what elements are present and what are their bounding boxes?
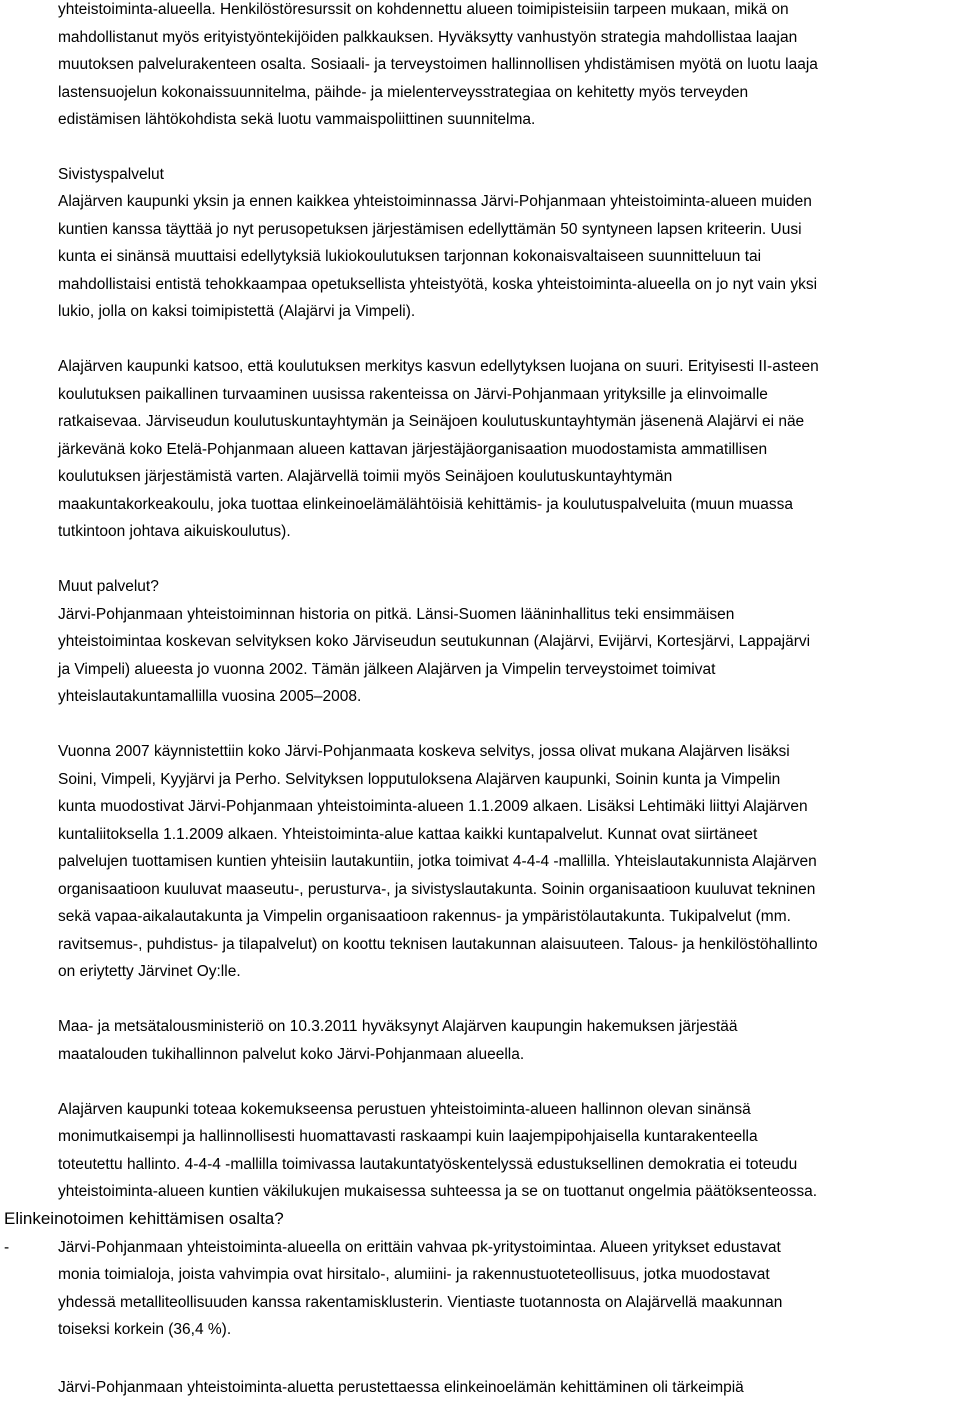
text-line: kuntaliitoksella 1.1.2009 alkaen. Yhteistoiminta-alue kattaa kaikki kuntapalvelut. Kunnat ovat siirtäneet — [58, 826, 758, 843]
text-line: Alajärven kaupunki katsoo, että koulutuksen merkitys kasvun edellytyksen luojana on suuri. Erityisesti II-asteen — [58, 358, 819, 375]
text-line: Alajärven kaupunki toteaa kokemukseensa perustuen yhteistoiminta-alueen hallinnon olevan sinänsä — [58, 1101, 751, 1118]
text-line: monia toimialoja, joista vahvimpia ovat hirsitalo-, alumiini- ja rakennustuoteteollisuus, jotka muodostavat — [58, 1266, 770, 1283]
text-line: Järvi-Pohjanmaan yhteistoiminta-aluetta perustettaessa elinkeinoelämän kehittäminen oli tärkeimpiä — [58, 1379, 744, 1396]
text-line: maakuntakorkeakoulu, joka tuottaa elinkeinoelämälähtöisiä kehittämis- ja koulutuspalveluita (muun muassa — [58, 496, 793, 513]
text-line: kuntien kanssa täyttää jo nyt perusopetuksen järjestämisen edellyttämän 50 syntyneen lapsen kriteerin. Uusi — [58, 221, 802, 238]
text-line: mahdollistanut myös erityistyöntekijöiden palkkauksen. Hyväksytty vanhustyön strategia mahdollistaa laajan — [58, 29, 798, 46]
text-line: edistämisen lähtökohdista sekä luotu vammaispoliittinen suunnitelma. — [58, 111, 536, 128]
text-line: mahdollistaisi entistä tehokkaampaa opetuksellista yhteistyötä, koska yhteistoiminta-alueella on jo nyt vain yksi — [58, 276, 818, 293]
section-heading: Muut palvelut? — [58, 578, 159, 595]
section-heading-elinkeino: Elinkeinotoimen kehittämisen osalta? — [4, 1209, 284, 1228]
text-line: ravitsemus-, puhdistus- ja tilapalvelut) on koottu teknisen lautakunnan alaisuuteen. Talous- ja henkilöstöhallinto — [58, 936, 818, 953]
text-line: monimutkaisempi ja hallinnollisesti huomattavasti raskaampi kuin laajempipohjaisella kuntarakenteella — [58, 1128, 758, 1145]
text-line: Järvi-Pohjanmaan yhteistoiminta-alueella on erittäin vahvaa pk-yritystoimintaa. Alueen yritykset edustavat — [58, 1239, 781, 1256]
text-line: lastensuojelun kokonaissuunnitelma, päihde- ja mielenterveysstrategiaa on kehitetty myös terveyden — [58, 84, 749, 101]
text-line: organisaatioon kuuluvat maaseutu-, perusturva-, ja sivistyslautakunta. Soinin organisaatioon kuuluvat tekninen — [58, 881, 816, 898]
text-line: toteutettu hallinto. 4-4-4 -mallilla toimivassa lautakuntatyöskentelyssä edustuksellinen demokratia ei toteudu — [58, 1156, 798, 1173]
section-heading: Sivistyspalvelut — [58, 166, 164, 183]
text-line: tutkintoon johtava aikuiskoulutus). — [58, 523, 291, 540]
text-line: toiseksi korkein (36,4 %). — [58, 1321, 232, 1338]
text-line: koulutuksen paikallinen turvaaminen uusissa rakenteissa on Järvi-Pohjanmaan yrityksille ja elinvoimalle — [58, 386, 768, 403]
text-line: on eriytetty Järvinet Oy:lle. — [58, 963, 241, 980]
text-line: koulutuksen järjestämistä varten. Alajärvellä toimii myös Seinäjoen koulutuskuntayhtymän — [58, 468, 673, 485]
text-line: yhdessä metalliteollisuuden kanssa rakentamisklusterin. Vientiaste tuotannosta on Alajärvellä maakunnan — [58, 1294, 783, 1311]
text-line: maatalouden tukihallinnon palvelut koko Järvi-Pohjanmaan alueella. — [58, 1046, 525, 1063]
text-line: yhteistoiminta-alueen kuntien väkilukujen mukaisessa suhteessa ja se on tuottanut ongelmia päätöksenteossa. — [58, 1183, 818, 1200]
text-line: ja Vimpeli) alueesta jo vuonna 2002. Tämän jälkeen Alajärven ja Vimpelin terveystoimet toimivat — [58, 661, 716, 678]
text-line: järkevänä koko Etelä-Pohjanmaan alueen kattavan järjestäjäorganisaation muodostamista ammatillisen — [58, 441, 768, 458]
text-line: kunta muodostivat Järvi-Pohjanmaan yhteistoiminta-alueen 1.1.2009 alkaen. Lisäksi Lehtimäki liittyi Alajärven — [58, 798, 808, 815]
bullet-dash: - — [4, 1239, 10, 1256]
text-line: kunta ei sinänsä muuttaisi edellytyksiä lukiokoulutuksen tarjonnan kokonaisvaltaiseen suunnitteluun tai — [58, 248, 762, 265]
text-line: Järvi-Pohjanmaan yhteistoiminnan historia on pitkä. Länsi-Suomen lääninhallitus teki ensimmäisen — [58, 606, 735, 623]
text-line: muutoksen palvelurakenteen osalta. Sosiaali- ja terveystoimen hallinnollisen yhdistämisen myötä on luotu laaja — [58, 56, 818, 73]
text-line: yhteislautakuntamallilla vuosina 2005–2008. — [58, 688, 362, 705]
text-line: ratkaisevaa. Järviseudun koulutuskuntayhtymän ja Seinäjoen koulutuskuntayhtymän jäsenenä Alajärvi ei näe — [58, 413, 805, 430]
text-line: Vuonna 2007 käynnistettiin koko Järvi-Pohjanmaata koskeva selvitys, jossa olivat mukana Alajärven lisäksi — [58, 743, 790, 760]
text-line: lukio, jolla on kaksi toimipistettä (Alajärvi ja Vimpeli). — [58, 303, 416, 320]
text-line: Alajärven kaupunki yksin ja ennen kaikkea yhteistoiminnassa Järvi-Pohjanmaan yhteistoiminta-alueen muiden — [58, 193, 812, 210]
text-line: Soini, Vimpeli, Kyyjärvi ja Perho. Selvityksen lopputuloksena Alajärven kaupunki, Soinin kunta ja Vimpelin — [58, 771, 781, 788]
text-line: yhteistoiminta-alueella. Henkilöstöresurssit on kohdennettu alueen toimipisteisiin tarpeen mukaan, mikä on — [58, 1, 789, 18]
text-line: palvelujen tuottamisen kuntien yhteisiin lautakuntiin, jotka toimivat 4-4-4 -mallilla. Yhteislautakunnista Alajärven — [58, 853, 817, 870]
text-line: sekä vapaa-aikalautakunta ja Vimpelin organisaatioon rakennus- ja ympäristölautakunta. Tukipalvelut (mm. — [58, 908, 791, 925]
text-line: yhteistoimintaa koskevan selvityksen koko Järviseudun seutukunnan (Alajärvi, Evijärvi, Kortesjärvi, Lappajärvi — [58, 633, 811, 650]
text-line: Maa- ja metsätalousministeriö on 10.3.2011 hyväksynyt Alajärven kaupungin hakemuksen järjestää — [58, 1018, 738, 1035]
